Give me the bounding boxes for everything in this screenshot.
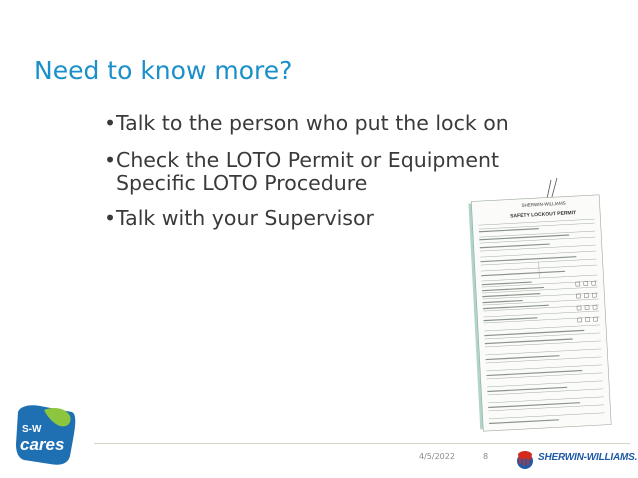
bullet-dot: • <box>104 206 117 230</box>
bullet-dot: • <box>104 111 117 135</box>
slide-title: Need to know more? <box>34 56 293 85</box>
globe-paint-icon <box>514 448 536 470</box>
loto-permit-image <box>467 178 615 434</box>
bullet-item <box>104 112 564 135</box>
bullet-text: Check the LOTO Permit or Equipment Specific LOTO Procedure <box>116 148 500 195</box>
footer-date: 4/5/2022 <box>419 452 455 461</box>
footer-page-number: 8 <box>483 452 489 461</box>
bullet-text: Talk with your Supervisor <box>116 206 374 230</box>
sw-cares-logo <box>14 404 78 466</box>
bullet-text: Talk to the person who put the lock on <box>116 111 509 135</box>
cares-logo-line1: S-W <box>22 424 42 435</box>
sherwin-williams-wordmark: SHERWIN-WILLIAMS. <box>538 452 638 463</box>
permit-heading: SAFETY LOCKOUT PERMIT <box>510 210 577 220</box>
sherwin-williams-logo <box>514 448 638 470</box>
cares-logo-line2: cares <box>20 435 65 454</box>
footer-divider <box>94 443 630 444</box>
bullet-dot: • <box>104 148 117 172</box>
permit-brand: SHERWIN-WILLIAMS <box>521 200 566 208</box>
